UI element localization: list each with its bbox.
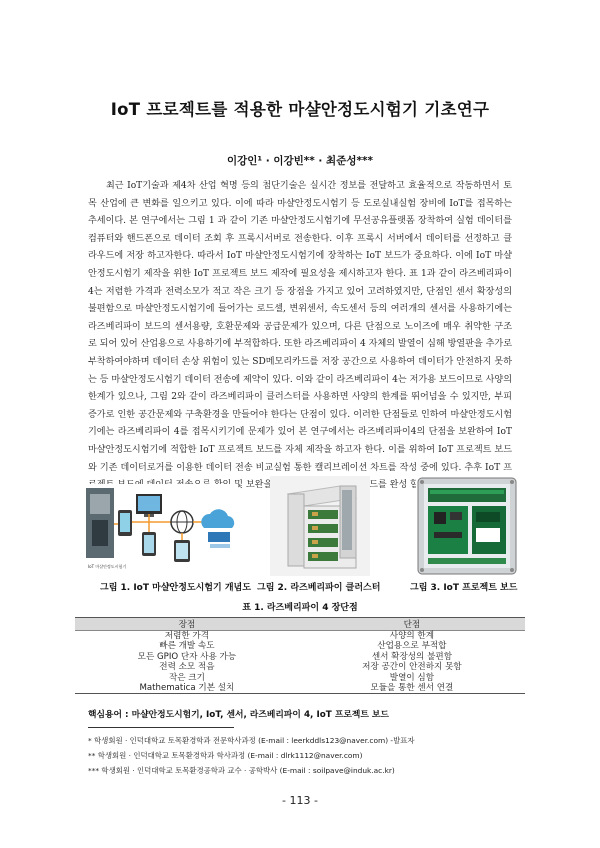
table-row <box>75 683 525 694</box>
table-row <box>75 652 525 662</box>
author-list: 이강인¹ · 이강빈** · 최준성*** <box>227 155 373 167</box>
table-cell-con: 모듈을 통한 센서 연결 <box>299 683 525 694</box>
table-row <box>75 662 525 672</box>
keywords-line: 핵심용어 : 마샬안정도시험기, IoT, 센서, 라즈베리파이 4, IoT 프로젝트 보드 <box>88 710 389 720</box>
table-cell-pro: 빠른 개발 속도 <box>159 641 215 652</box>
table-row <box>75 641 525 651</box>
table-cell-pro: 모든 GPIO 단자 사용 가능 <box>137 651 237 662</box>
footnote-divider <box>88 727 234 728</box>
table-cell-pro: 작은 크기 <box>168 672 205 683</box>
table-cell-con: 센서 확장성의 불편함 <box>371 651 452 662</box>
concept-diagram-illustration <box>86 484 238 576</box>
figure-1-concept-diagram <box>86 484 238 576</box>
table-cell-con: 발열이 심함 <box>389 672 435 683</box>
footnote-author-3: *** 학생회원 · 인덕대학교 토목환경공학과 교수 · 공학박사 (E-mail : soilpave@induk.ac.kr) <box>88 766 395 775</box>
figure-3-caption: 그림 3. IoT 프로젝트 보드 <box>410 583 518 593</box>
footnote-author-1: * 학생회원 · 인덕대학교 토목환경학과 전문학사과정 (E-mail : leerkddls123@naver.com) -발표자 <box>88 736 415 745</box>
table-cell-con: 사양의 한계 <box>389 631 435 641</box>
concept-diagram-label: IoT 마샬안정도시험기 <box>88 564 127 569</box>
table-header-row <box>75 618 525 631</box>
table-cell-pro: 저렴한 가격 <box>164 631 210 641</box>
column-header-cons: 단점 <box>299 618 525 631</box>
table-row <box>75 631 525 642</box>
figure-2-caption: 그림 2. 라즈베리파이 클러스터 <box>257 583 381 593</box>
table-cell-con: 산업용으로 부적합 <box>377 641 447 652</box>
figure-1-caption: 그림 1. IoT 마샬안정도시험기 개념도 <box>100 583 251 593</box>
figure-2-raspberry-pi-cluster <box>270 476 370 576</box>
table-row <box>75 673 525 683</box>
table-cell-pro: Mathematica 기본 설치 <box>75 683 299 694</box>
table-1-caption: 표 1. 라즈베리파이 4 장단점 <box>242 603 358 613</box>
iot-board-illustration <box>416 476 518 576</box>
figure-3-iot-project-board <box>416 476 518 576</box>
pros-cons-table <box>75 617 525 694</box>
table-cell-pro: 전력 소모 적음 <box>159 662 215 673</box>
footnote-author-2: ** 학생회원 · 인덕대학교 토목환경학과 학사과정 (E-mail : dlrk1112@naver.com) <box>88 751 363 760</box>
page-number: - 113 - <box>282 794 318 807</box>
abstract-body: 최근 IoT기술과 제4차 산업 혁명 등의 첨단기술은 실시간 정보를 전달하고 효율적으로 작동하면서 토목 산업에 큰 변화를 일으키고 있다. 이에 따라 마샬안정도시험기 등 도로실내실험 장비에 IoT를 접목하는 추세이다. 본 연구에서는 그림 1 과 같이 기존 마샬안정도시험기에 무선공유플랫폼 장착하여 실험 데이터를 컴퓨터와 핸드폰으로 데이터 조회 후 프록시서버로 전송한다. 이후 프록시 서버에서 데이터를 선정하고 클라우드에 저장 하고자한다. 따라서 IoT 마샬안정도시험기에 장착하는 IoT 보드가 중요하다. 이에 IoT 마샬안정도시험기 제작을 위한 IoT 프로젝트 보드 제작에 필요성을 제시하고자 한다. 표 1과 같이 라즈베리파이 4는 저렴한 가격과 전력소모가 적고 작은 크기 등 장점을 가지고 있어 고려하였지만, 단점인 센서 확장성의 불편함으로 마샬안정도시험기에 들어가는 로드셀, 변위센서, 속도센서 등의 여러개의 센서를 사용하기에는 라즈베리파이 보드의 센서용량, 호환문제와 공급문제가 있으며, 다른 단점으로 노이즈에 매우 취약한 구조로 되어 있어 산업용으로 사용하기에 부적합하다. 또한 라즈베리파이 4 자체의 발열이 심해 방열판을 추가로 부착하여야하며 데이터 손상 위험이 있는 SD메모리카드를 저장 공간으로 사용하여 데이터가 안전하지 못하는 등 마샬안정도시험기 데이터 전송에 제약이 있다. 이와 같이 라즈베리파이 4는 저가용 보드이므로 사양의 한계가 있으나, 그림 2와 같이 라즈베리파이 클러스터를 사용하면 사양의 한계를 뛰어넘을 수 있지만, 부피 증가로 인한 공간문제와 구축환경을 만들어야 한다는 단점이 있다. 이러한 단점들로 인하여 마샬안정도시험기에는 라즈베리파이 4를 접목시키기에 문제가 있어 본 연구에서는 라즈베리파이4의 단점을 보완하여 IoT 마샬안정도시험기에 적합한 IoT 프로젝트 보드를 자체 제작을 하고자 한다. 이를 위하여 IoT 프로젝트 보드와 기존 데이터로거를 이용한 데이터 전송 비교실험 통한 캘리브레이션 차트를 작성 중에 있다. 추후 IoT 프 및 보완을 보드를 완성 할 <box>88 181 512 491</box>
raspberry-pi-cluster-illustration <box>270 476 370 576</box>
table-cell-con: 저장 공간이 안전하지 못함 <box>362 662 462 673</box>
paper-title: IoT 프로젝트를 적용한 마샬안정도시험기 기초연구 <box>110 100 490 119</box>
column-header-pros: 장점 <box>75 618 299 631</box>
